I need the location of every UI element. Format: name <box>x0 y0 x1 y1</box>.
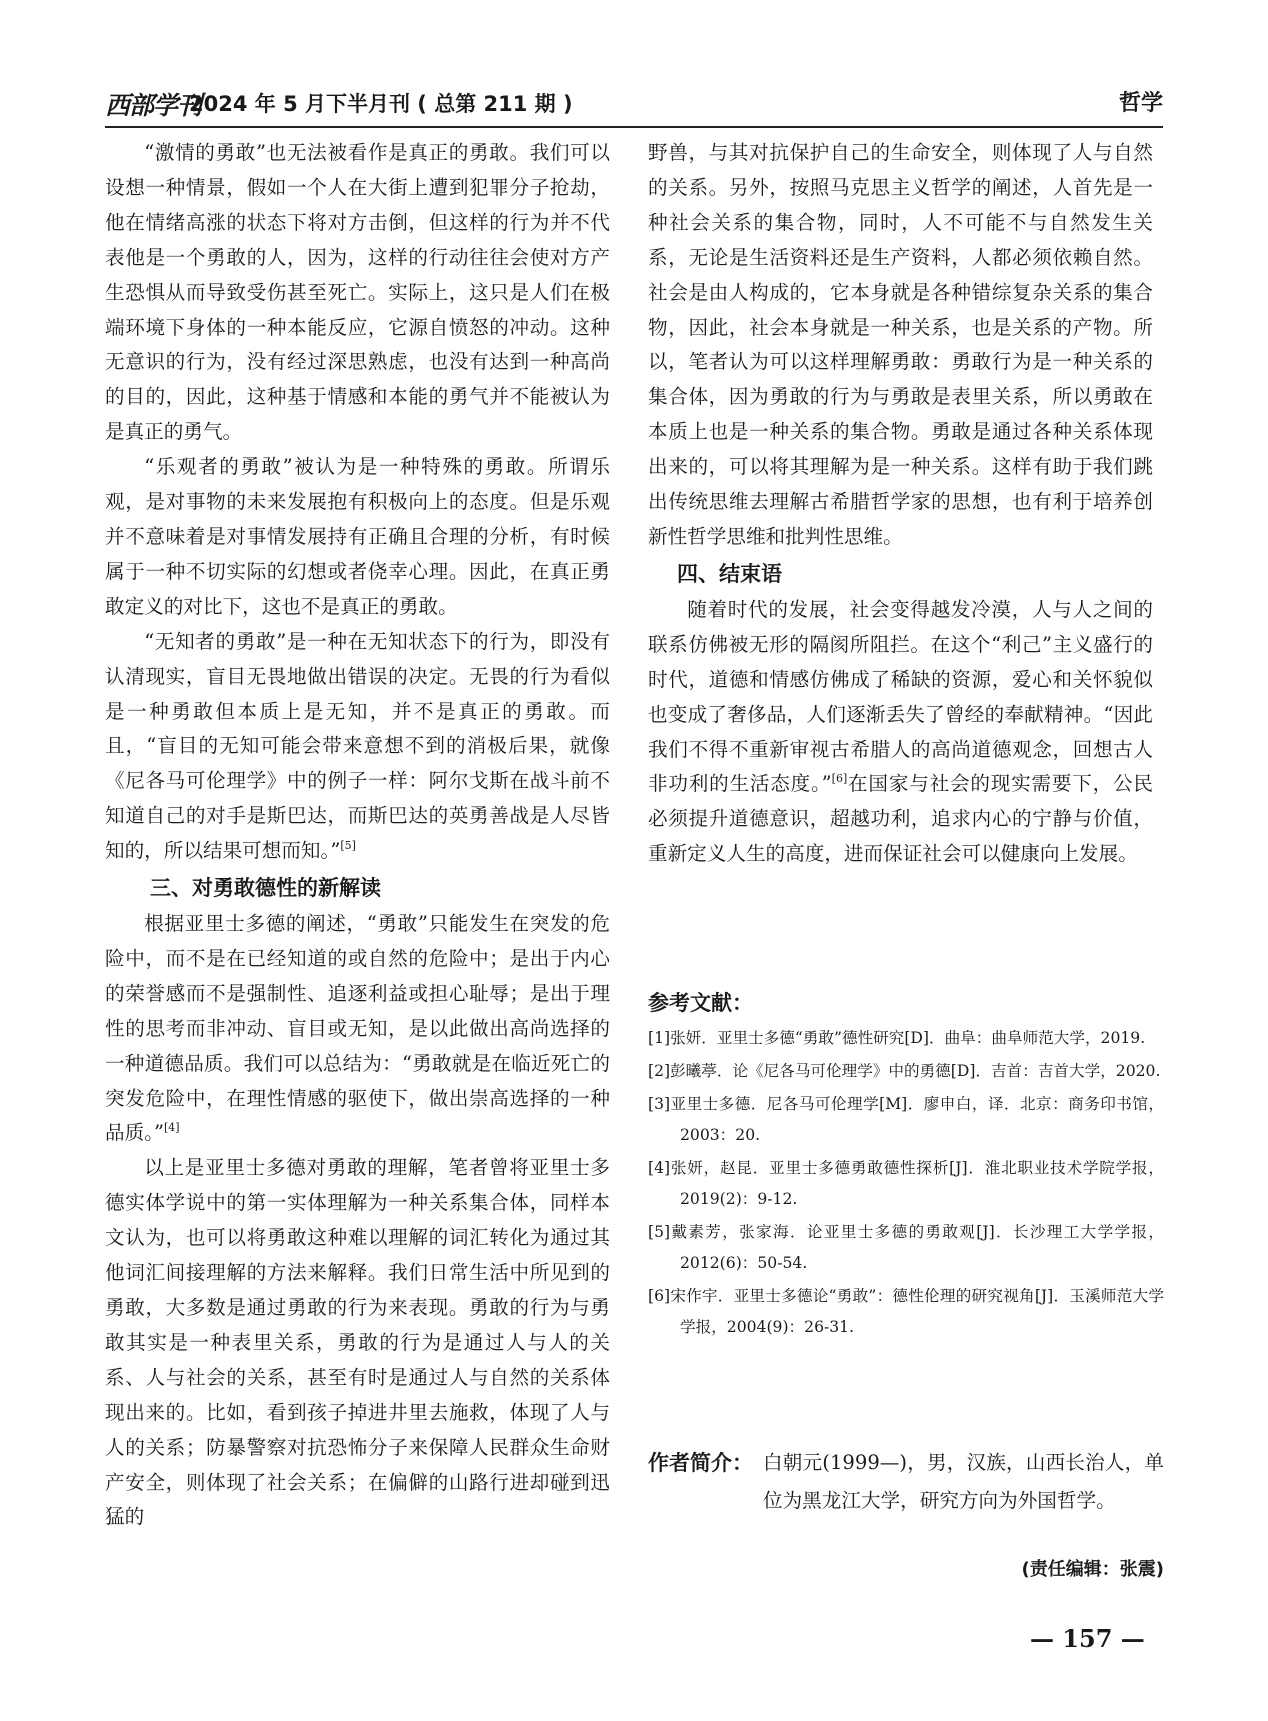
page-header <box>105 86 1163 124</box>
paragraph <box>648 593 1153 872</box>
citation-marker: [6] <box>831 772 848 786</box>
citation-marker: [5] <box>340 839 356 853</box>
paragraph: 以上是亚里士多德对勇敢的理解，笔者曾将亚里士多德实体学说中的第一实体理解为一种关系集合体，同样本文认为，也可以将勇敢这种难以理解的词汇转化为通过其他词汇间接理解的方法来解释。我们日常生活中所见到的勇敢，大多数是通过勇敢的行为来表现。勇敢的行为与勇敢其实是一种表里关系，勇敢的行为是通过人与人的关系、人与社会的关系，甚至有时是通过人与自然的关系体现出来的。比如，看到孩子掉进井里去施救，体现了人与人的关系；防暴警察对抗恐怖分子来保障人民群众生命财产安全，则体现了社会关系；在偏僻的山路行进却碰到迅猛的 <box>105 1156 610 1529</box>
section-label: 哲学 <box>1118 91 1163 116</box>
citation-marker: [4] <box>164 1121 180 1135</box>
page-number: — 157 — <box>1030 1624 1145 1653</box>
header-divider <box>105 126 1163 128</box>
paragraph <box>105 907 610 1151</box>
reference-item: [5]戴素芳，张家海．论亚里士多德的勇敢观[J]．长沙理工大学学报，2012(6)：50-54. <box>648 1223 1164 1272</box>
references-section <box>648 985 1164 1345</box>
paragraph: “乐观者的勇敢”被认为是一种特殊的勇敢。所谓乐观，是对事物的未来发展抱有积极向上的态度。但是乐观并不意味着是对事情发展持有正确且合理的分析，有时候属于一种不切实际的幻想或者侥幸心理。因此，在真正勇敢定义的对比下，这也不是真正的勇敢。 <box>105 455 610 618</box>
paragraph-text: 在国家与社会的现实需要下，公民必须提升道德意识，超越功利，追求内心的宁静与价值，重新定义人生的高度，进而保证社会可以健康向上发展。 <box>648 772 1154 866</box>
paragraph-text: “无知者的勇敢”是一种在无知状态下的行为，即没有认清现实，盲目无畏地做出错误的决定。无畏的行为看似是一种勇敢但本质上是无知，并不是真正的勇敢。而且，“盲目的无知可能会带来意想不到的消极后果，就像《尼各马可伦理学》中的例子一样：阿尔戈斯在战斗前不知道自己的对手是斯巴达，而斯巴达的英勇善战是人尽皆知的，所以结果可想而知。” <box>105 629 610 863</box>
reference-item: [3]亚里士多德．尼各马可伦理学[M]．廖申白，译．北京：商务印书馆，2003：20. <box>648 1095 1164 1144</box>
references-title: 参考文献： <box>648 991 753 1015</box>
reference-item: [6]宋作宇．亚里士多德论“勇敢”：德性伦理的研究视角[J]．玉溪师范大学学报，2004(9)：26-31. <box>648 1287 1164 1336</box>
paragraph <box>105 625 610 869</box>
paragraph-text: 随着时代的发展，社会变得越发冷漠，人与人之间的联系仿佛被无形的隔阂所阻拦。在这个“利己”主义盛行的时代，道德和情感仿佛成了稀缺的资源，爱心和关怀貌似也变成了奢侈品，人们逐渐丢失了曾经的奉献精神。“因此我们不得不重新审视古希腊人的高尚道德观念，回想古人非功利的生活态度。” <box>648 597 1153 796</box>
author-bio-label: 作者简介： <box>648 1451 753 1475</box>
issue-info: 2024 年 5 月下半月刊 ( 总第 211 期 ) <box>189 92 573 116</box>
paragraph: “激情的勇敢”也无法被看作是真正的勇敢。我们可以设想一种情景，假如一个人在大街上遭到犯罪分子抢劫，他在情绪高涨的状态下将对方击倒，但这样的行为并不代表他是一个勇敢的人，因为，这样的行动往往会使对方产生恐惧从而导致受伤甚至死亡。实际上，这只是人们在极端环境下身体的一种本能反应，它源自愤怒的冲动。这种无意识的行为，没有经过深思熟虑，也没有达到一种高尚的目的，因此，这种基于情感和本能的勇气并不能被认为是真正的勇气。 <box>105 141 610 444</box>
author-bio-text: 白朝元(1999—)，男，汉族，山西长治人，单位为黑龙江大学，研究方向为外国哲学。 <box>763 1451 1164 1512</box>
reference-item: [2]彭曦葶．论《尼各马可伦理学》中的勇德[D]．吉首：吉首大学，2020. <box>648 1062 1161 1080</box>
section-heading: 三、对勇敢德性的新解读 <box>150 876 381 901</box>
left-column <box>105 136 610 1535</box>
author-bio <box>648 1444 1164 1520</box>
responsible-editor: (责任编辑：张震) <box>1021 1559 1164 1580</box>
reference-item: [1]张妍．亚里士多德“勇敢”德性研究[D]．曲阜：曲阜师范大学，2019. <box>648 1029 1146 1047</box>
section-heading: 四、结束语 <box>677 561 782 586</box>
reference-item: [4]张妍，赵昆．亚里士多德勇敢德性探析[J]．淮北职业技术学院学报，2019(2)：9-12. <box>648 1159 1164 1208</box>
paragraph-continued: 野兽，与其对抗保护自己的生命安全，则体现了人与自然的关系。另外，按照马克思主义哲学的阐述，人首先是一种社会关系的集合物，同时，人不可能不与自然发生关系，无论是生活资料还是生产资料，人都必须依赖自然。社会是由人构成的，它本身就是各种错综复杂关系的集合物，因此，社会本身就是一种关系，也是关系的产物。所以，笔者认为可以这样理解勇敢：勇敢行为是一种关系的集合体，因为勇敢的行为与勇敢是表里关系，所以勇敢在本质上也是一种关系的集合物。勇敢是通过各种关系体现出来的，可以将其理解为是一种关系。这样有助于我们跳出传统思维去理解古希腊哲学家的思想，也有利于培养创新性哲学思维和批判性思维。 <box>648 141 1153 548</box>
paragraph-text: 根据亚里士多德的阐述，“勇敢”只能发生在突发的危险中，而不是在已经知道的或自然的危险中；是出于内心的荣誉感而不是强制性、追逐利益或担心耻辱；是出于理性的思考而非冲动、盲目或无知，是以此做出高尚选择的一种道德品质。我们可以总结为：“勇敢就是在临近死亡的突发危险中，在理性情感的驱使下，做出崇高选择的一种品质。” <box>105 912 610 1145</box>
journal-logo: 西部学刊 <box>105 91 202 120</box>
right-column <box>648 136 1153 872</box>
